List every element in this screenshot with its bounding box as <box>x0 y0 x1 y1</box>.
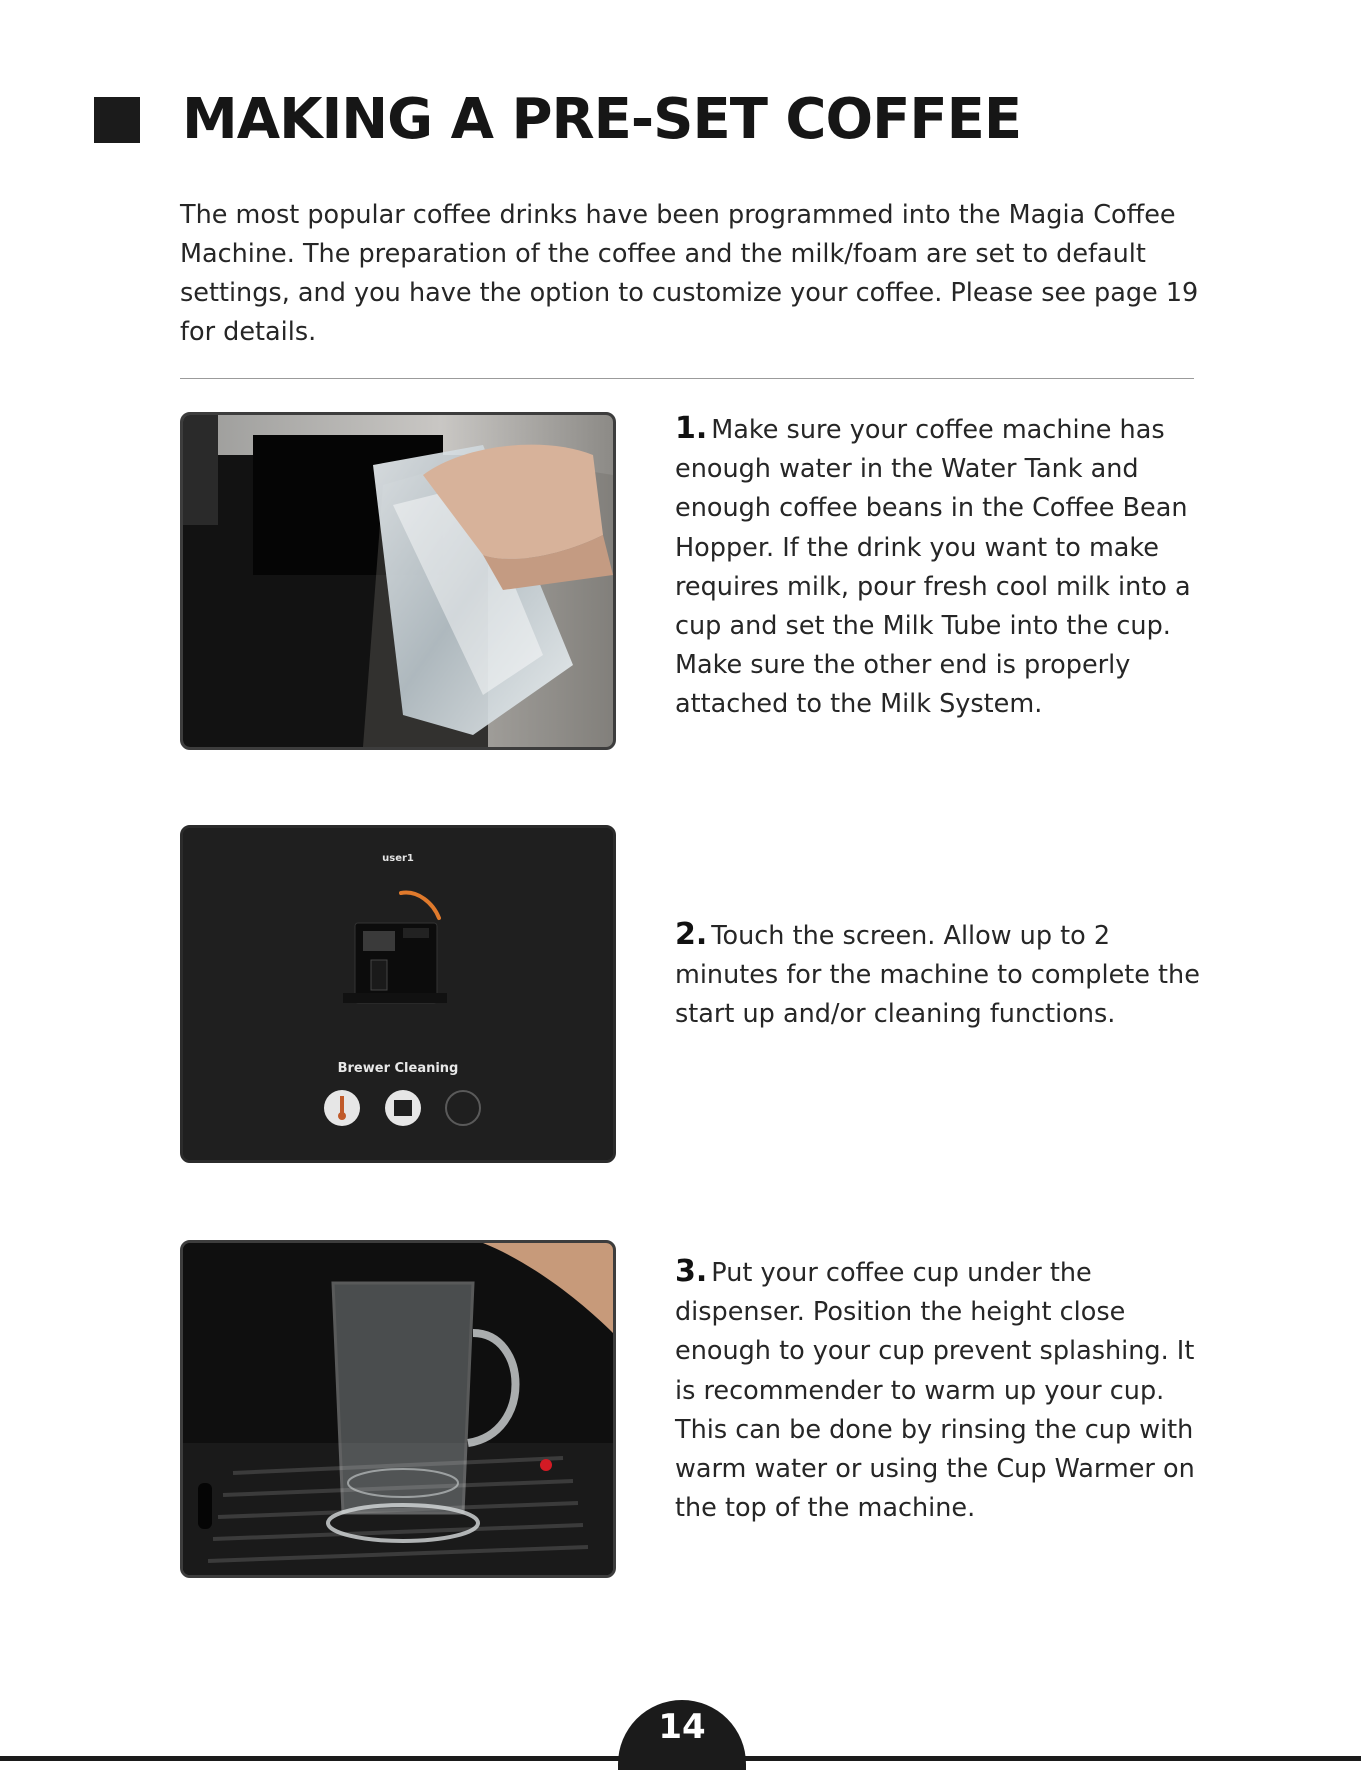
intro-paragraph: The most popular coffee drinks have been programmed into the Magia Coffee Machine. The preparation of the coffee and the milk/foam are set to default settings, and you have the option to customize your coffee. Please see page 19 for details. <box>180 200 1199 347</box>
screen-status-label: Brewer Cleaning <box>337 1061 459 1076</box>
step-1-photo <box>180 412 616 750</box>
step-2-number: 2. <box>675 917 708 952</box>
step-2-text <box>675 915 1200 1035</box>
step-3-number: 3. <box>675 1254 708 1289</box>
page-number: 14 <box>658 1707 706 1747</box>
coffee-machine-icon <box>343 923 447 1003</box>
step-3-photo <box>180 1240 616 1578</box>
step-3-body: Put your coffee cup under the dispenser. Position the height close enough to your cup prevent splashing. It is recommender to warm up your cup. This can be done by rinsing the cup with warm water or using the Cup Warmer on the top of the machine. <box>675 1258 1195 1524</box>
screen-user-label: user1 <box>382 853 414 864</box>
title-square <box>94 97 140 143</box>
step-3-text <box>675 1252 1200 1528</box>
step-1-number: 1. <box>675 411 708 446</box>
step-1-text <box>675 409 1200 725</box>
section-divider <box>180 378 1194 379</box>
bottom-rule <box>0 1756 1361 1761</box>
step-1-body: Make sure your coffee machine has enough water in the Water Tank and enough coffee beans in the Coffee Bean Hopper. If the drink you want to make requires milk, pour fresh cool milk into a cup and set the Milk Tube into the cup. Make sure the other end is properly attached to the Milk System. <box>675 415 1191 720</box>
step-2-body: Touch the screen. Allow up to 2 minutes for the machine to complete the start up and/or cleaning functions. <box>675 921 1200 1030</box>
step-2-screen <box>180 825 616 1163</box>
page-title: MAKING A PRE-SET COFFEE <box>182 87 1022 152</box>
